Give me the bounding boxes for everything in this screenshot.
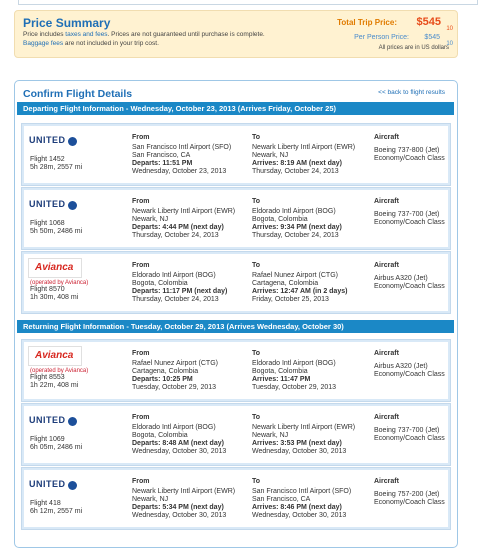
to-city: Bogota, Colombia xyxy=(252,368,308,375)
to-city: Cartagena, Colombia xyxy=(252,280,319,287)
per-person-cents: 10 xyxy=(446,41,453,47)
arrives-date: Tuesday, October 29, 2013 xyxy=(252,384,337,391)
arrives-date: Friday, October 25, 2013 xyxy=(252,296,329,303)
united-logo-text: UNITED xyxy=(29,479,66,489)
to-airport: Eldorado Intl Airport (BOG) xyxy=(252,360,336,367)
from-airport: Rafael Nunez Airport (CTG) xyxy=(132,360,218,367)
from-city: Newark, NJ xyxy=(132,496,169,503)
flight-number: Flight 1069 xyxy=(30,436,65,443)
to-airport: Rafael Nunez Airport (CTG) xyxy=(252,272,338,279)
departs-date: Thursday, October 24, 2013 xyxy=(132,232,219,239)
flight-number: Flight 418 xyxy=(30,500,61,507)
aircraft-type: Boeing 737-700 (Jet) xyxy=(374,427,440,434)
from-airport: Eldorado Intl Airport (BOG) xyxy=(132,424,216,431)
arrives-date: Thursday, October 24, 2013 xyxy=(252,168,339,175)
to-label: To xyxy=(252,350,261,357)
to-label: To xyxy=(252,198,261,205)
cabin-class: Economy/Coach Class xyxy=(374,499,445,506)
aircraft-label: Aircraft xyxy=(374,134,399,141)
currency-note: All prices are in US dollars xyxy=(378,45,449,51)
to-label: To xyxy=(252,134,261,141)
arrives-time: Arrives: 11:47 PM xyxy=(252,376,311,383)
flight-row xyxy=(21,123,451,186)
globe-icon xyxy=(68,201,77,210)
cabin-class: Economy/Coach Class xyxy=(374,283,445,290)
flight-row xyxy=(21,251,451,314)
flight-duration: 1h 22m, 408 mi xyxy=(30,382,79,389)
flight-number: Flight 8570 xyxy=(30,286,65,293)
departs-time: Departs: 8:48 AM (next day) xyxy=(132,440,224,447)
to-airport: San Francisco Intl Airport (SFO) xyxy=(252,488,352,495)
from-city: Newark, NJ xyxy=(132,216,169,223)
flight-duration: 5h 50m, 2486 mi xyxy=(30,228,83,235)
flight-row-content xyxy=(24,254,448,311)
to-label: To xyxy=(252,414,261,421)
per-person-label: Per Person Price: xyxy=(354,34,409,41)
flight-duration: 1h 30m, 408 mi xyxy=(30,294,79,301)
to-city: Newark, NJ xyxy=(252,152,289,159)
departs-time: Departs: 5:34 PM (next day) xyxy=(132,504,224,511)
cabin-class: Economy/Coach Class xyxy=(374,435,445,442)
flight-row-content xyxy=(24,406,448,463)
from-airport: Newark Liberty Intl Airport (EWR) xyxy=(132,208,236,215)
united-logo-text: UNITED xyxy=(29,135,66,145)
globe-icon xyxy=(68,137,77,146)
section-date: - Wednesday, October 23, 2013 (Arrives Friday, October 25) xyxy=(123,104,336,113)
to-label: To xyxy=(252,262,261,269)
flight-row-content xyxy=(24,470,448,527)
flight-row-content xyxy=(24,342,448,399)
departs-date: Tuesday, October 29, 2013 xyxy=(132,384,217,391)
avianca-logo xyxy=(28,346,82,366)
aircraft-type: Boeing 737-700 (Jet) xyxy=(374,211,440,218)
united-logo xyxy=(29,415,81,429)
to-city: Newark, NJ xyxy=(252,432,289,439)
united-logo-text: UNITED xyxy=(29,415,66,425)
arrives-time: Arrives: 9:34 PM (next day) xyxy=(252,224,342,231)
departs-time: Departs: 11:17 PM (next day) xyxy=(132,288,228,295)
flight-row xyxy=(21,403,451,466)
departs-date: Wednesday, October 23, 2013 xyxy=(132,168,227,175)
aircraft-type: Airbus A320 (Jet) xyxy=(374,363,428,370)
flight-row-content xyxy=(24,190,448,247)
from-label: From xyxy=(132,134,150,141)
from-label: From xyxy=(132,262,150,269)
arrives-date: Wednesday, October 30, 2013 xyxy=(252,448,347,455)
flight-row xyxy=(21,467,451,530)
to-airport: Newark Liberty Intl Airport (EWR) xyxy=(252,144,356,151)
baggage-note-text: are not included in your trip cost. xyxy=(63,40,159,47)
aircraft-label: Aircraft xyxy=(374,414,399,421)
flight-row xyxy=(21,187,451,250)
from-city: Cartagena, Colombia xyxy=(132,368,199,375)
to-airport: Eldorado Intl Airport (BOG) xyxy=(252,208,336,215)
arrives-date: Wednesday, October 30, 2013 xyxy=(252,512,347,519)
to-city: San Francisco, CA xyxy=(252,496,311,503)
cabin-class: Economy/Coach Class xyxy=(374,219,445,226)
to-label: To xyxy=(252,478,261,485)
avianca-logo-text: Avianca xyxy=(35,262,74,273)
flight-number: Flight 1452 xyxy=(30,156,65,163)
from-airport: Eldorado Intl Airport (BOG) xyxy=(132,272,216,279)
flight-number: Flight 1068 xyxy=(30,220,65,227)
departs-date: Wednesday, October 30, 2013 xyxy=(132,448,227,455)
from-city: Bogota, Colombia xyxy=(132,432,188,439)
price-summary xyxy=(14,10,458,58)
price-summary-title: Price Summary xyxy=(23,16,111,30)
price-note xyxy=(23,31,265,38)
per-person-value: $545 xyxy=(424,34,440,41)
flight-row-content xyxy=(24,126,448,183)
total-price-label: Total Trip Price: xyxy=(337,18,397,27)
total-price-value: $545 xyxy=(416,16,441,28)
total-price-cents: 10 xyxy=(446,26,453,32)
arrives-time: Arrives: 12:47 AM (in 2 days) xyxy=(252,288,348,295)
from-label: From xyxy=(132,198,150,205)
departs-date: Thursday, October 24, 2013 xyxy=(132,296,219,303)
flight-row xyxy=(21,339,451,402)
departs-time: Departs: 10:25 PM xyxy=(132,376,193,383)
flight-number: Flight 8553 xyxy=(30,374,65,381)
departs-time: Departs: 4:44 PM (next day) xyxy=(132,224,224,231)
arrives-date: Thursday, October 24, 2013 xyxy=(252,232,339,239)
departs-date: Wednesday, October 30, 2013 xyxy=(132,512,227,519)
united-logo xyxy=(29,135,81,149)
from-city: Bogota, Colombia xyxy=(132,280,188,287)
baggage-fees-link[interactable]: Baggage fees xyxy=(23,40,64,47)
aircraft-type: Boeing 757-200 (Jet) xyxy=(374,491,440,498)
aircraft-label: Aircraft xyxy=(374,350,399,357)
arrives-time: Arrives: 3:53 PM (next day) xyxy=(252,440,342,447)
departing-section-header xyxy=(17,102,454,115)
avianca-logo-text: Avianca xyxy=(35,350,74,361)
back-to-results-link[interactable]: << back to flight results xyxy=(378,89,445,96)
departs-time: Departs: 11:51 PM xyxy=(132,160,193,167)
to-city: Bogota, Colombia xyxy=(252,216,308,223)
from-label: From xyxy=(132,478,150,485)
from-airport: Newark Liberty Intl Airport (EWR) xyxy=(132,488,236,495)
from-airport: San Francisco Intl Airport (SFO) xyxy=(132,144,232,151)
aircraft-type: Airbus A320 (Jet) xyxy=(374,275,428,282)
operated-by: (operated by Avianca) xyxy=(30,368,89,374)
united-logo-text: UNITED xyxy=(29,199,66,209)
globe-icon xyxy=(68,481,77,490)
section-label: Returning Flight Information xyxy=(23,322,125,331)
to-airport: Newark Liberty Intl Airport (EWR) xyxy=(252,424,356,431)
united-logo xyxy=(29,199,81,213)
united-logo xyxy=(29,479,81,493)
cabin-class: Economy/Coach Class xyxy=(374,155,445,162)
arrives-time: Arrives: 8:19 AM (next day) xyxy=(252,160,342,167)
taxes-fees-link[interactable]: taxes and fees xyxy=(65,31,108,38)
price-note-text: Price includes xyxy=(23,31,66,38)
section-date: - Tuesday, October 29, 2013 (Arrives Wednesday, October 30) xyxy=(124,322,344,331)
cabin-class: Economy/Coach Class xyxy=(374,371,445,378)
aircraft-label: Aircraft xyxy=(374,198,399,205)
baggage-note xyxy=(23,40,159,47)
aircraft-type: Boeing 737-800 (Jet) xyxy=(374,147,440,154)
globe-icon xyxy=(68,417,77,426)
flight-duration: 6h 05m, 2486 mi xyxy=(30,444,83,451)
from-label: From xyxy=(132,414,150,421)
flight-duration: 6h 12m, 2557 mi xyxy=(30,508,83,515)
returning-section-header xyxy=(17,320,454,333)
aircraft-label: Aircraft xyxy=(374,478,399,485)
arrives-time: Arrives: 8:46 PM (next day) xyxy=(252,504,342,511)
operated-by: (operated by Avianca) xyxy=(30,280,89,286)
section-label: Departing Flight Information xyxy=(23,104,124,113)
confirm-flight-details xyxy=(14,80,458,548)
avianca-logo xyxy=(28,258,82,278)
confirm-title: Confirm Flight Details xyxy=(23,88,133,100)
header-frame xyxy=(18,0,478,5)
aircraft-label: Aircraft xyxy=(374,262,399,269)
from-label: From xyxy=(132,350,150,357)
from-city: San Francisco, CA xyxy=(132,152,191,159)
flight-duration: 5h 28m, 2557 mi xyxy=(30,164,83,171)
price-note-text: . Prices are not guaranteed until purchase is complete. xyxy=(107,31,265,38)
